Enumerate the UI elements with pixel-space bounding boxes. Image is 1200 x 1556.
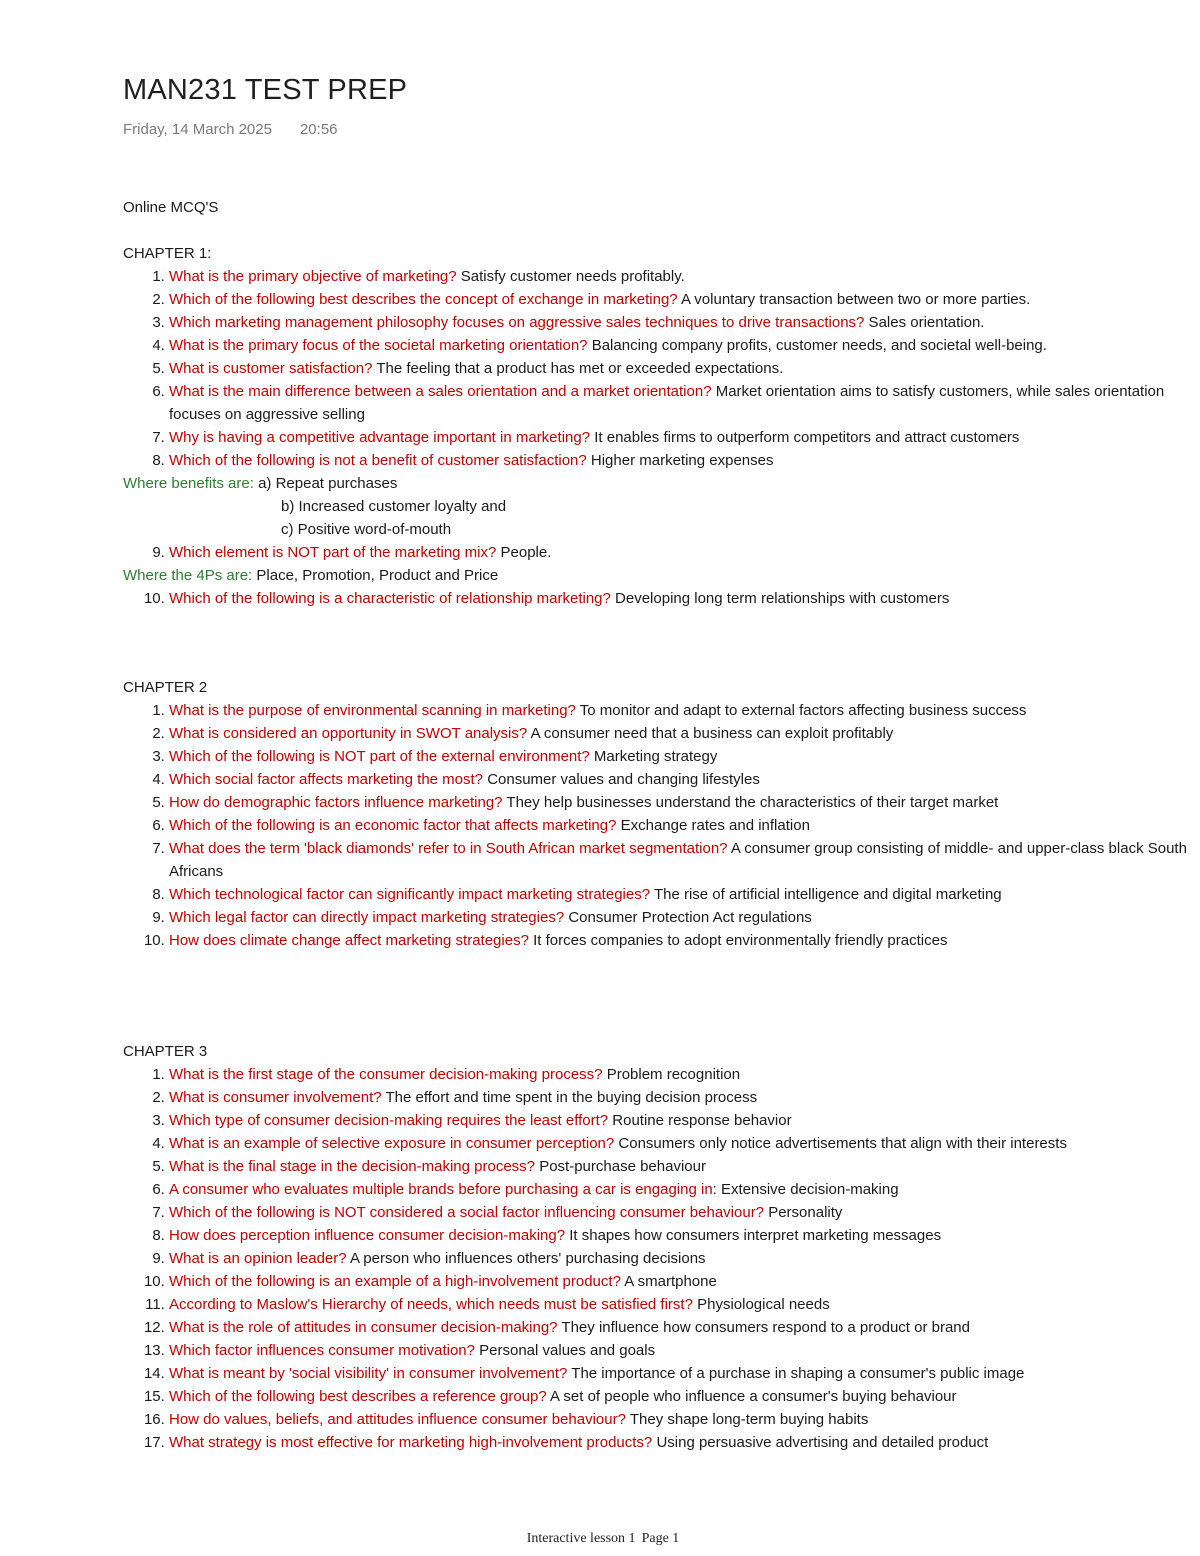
- question-text: Which of the following is not a benefit of customer satisfaction?: [169, 452, 587, 469]
- answer-text: Consumers only notice advertisements that align with their interests: [614, 1135, 1067, 1152]
- answer-text: Routine response behavior: [608, 1112, 792, 1129]
- list-item: [169, 1178, 1193, 1201]
- answer-text: A person who influences others' purchasing decisions: [346, 1250, 706, 1267]
- list-item: [169, 1431, 1193, 1454]
- answer-text: They shape long-term buying habits: [625, 1411, 869, 1428]
- answer-text: They help businesses understand the characteristics of their target market: [502, 794, 999, 811]
- question-text: Which factor influences consumer motivation?: [169, 1342, 475, 1359]
- list-item: [169, 1293, 1193, 1316]
- question-text: Which legal factor can directly impact marketing strategies?: [169, 909, 565, 926]
- list-item: [169, 357, 1193, 380]
- answer-text: A set of people who influence a consumer's buying behaviour: [546, 1388, 957, 1405]
- question-text: What is considered an opportunity in SWOT analysis?: [169, 725, 528, 742]
- answer-text: Exchange rates and inflation: [616, 817, 810, 834]
- answer-text: A consumer need that a business can exploit profitably: [527, 725, 894, 742]
- question-text: How do values, beliefs, and attitudes influence consumer behaviour?: [169, 1411, 626, 1428]
- answer-text: Consumer Protection Act regulations: [564, 909, 812, 926]
- fourps-label: Where the 4Ps are:: [123, 567, 253, 584]
- question-text: How does climate change affect marketing strategies?: [169, 932, 529, 949]
- list-item: [169, 1362, 1193, 1385]
- list-item: [169, 587, 1193, 610]
- list-item: [169, 1109, 1193, 1132]
- question-text: What is an opinion leader?: [169, 1250, 347, 1267]
- answer-text: Balancing company profits, customer needs, and societal well-being.: [587, 337, 1047, 354]
- question-text: Which of the following is NOT considered a social factor influencing consumer behaviour?: [169, 1204, 765, 1221]
- answer-text: People.: [496, 544, 552, 561]
- benefit-item: c) Positive word-of-mouth: [281, 521, 452, 538]
- benefit-item: a) Repeat purchases: [258, 475, 398, 492]
- answer-text: A voluntary transaction between two or more parties.: [677, 291, 1031, 308]
- list-item: [169, 265, 1193, 288]
- answer-text: Physiological needs: [692, 1296, 830, 1313]
- chapter-1-heading: CHAPTER 1:: [123, 245, 212, 262]
- answer-text: Consumer values and changing lifestyles: [483, 771, 760, 788]
- answer-text: The effort and time spent in the buying decision process: [381, 1089, 758, 1106]
- list-item: [169, 1270, 1193, 1293]
- question-text: What is an example of selective exposure in consumer perception?: [169, 1135, 615, 1152]
- answer-text: The importance of a purchase in shaping a consumer's public image: [567, 1365, 1025, 1382]
- question-text: What does the term 'black diamonds' refer to in South African market segmentation?: [169, 840, 728, 857]
- chapter-1-list-cont: [123, 541, 1193, 564]
- question-text: Which marketing management philosophy focuses on aggressive sales techniques to drive transactions?: [169, 314, 865, 331]
- question-text: Which of the following best describes a reference group?: [169, 1388, 547, 1405]
- list-item: [169, 1201, 1193, 1224]
- list-item: [169, 906, 1193, 929]
- list-item: [169, 1408, 1193, 1431]
- question-text: What is the final stage in the decision-making process?: [169, 1158, 536, 1175]
- question-text: Which of the following is an example of a high-involvement product?: [169, 1273, 621, 1290]
- list-item: [169, 311, 1193, 334]
- answer-text: Developing long term relationships with customers: [610, 590, 950, 607]
- list-item: [169, 1086, 1193, 1109]
- date-line: [123, 121, 338, 138]
- page-footer: [0, 1531, 1200, 1547]
- answer-text: They influence how consumers respond to a product or brand: [557, 1319, 970, 1336]
- question-text: What is consumer involvement?: [169, 1089, 382, 1106]
- list-item: [169, 722, 1193, 745]
- answer-text: Satisfy customer needs profitably.: [456, 268, 685, 285]
- answer-text: Personal values and goals: [474, 1342, 656, 1359]
- answer-text: Marketing strategy: [589, 748, 718, 765]
- question-text: A consumer who evaluates multiple brands before purchasing a car is engaging in: [169, 1181, 713, 1198]
- list-item: [169, 541, 1193, 564]
- list-item: [169, 883, 1193, 906]
- chapter-1-list-end: [123, 587, 1193, 610]
- answer-text: A smartphone: [620, 1273, 717, 1290]
- benefits-note: [123, 472, 1193, 495]
- list-item: [169, 791, 1193, 814]
- answer-text: It enables firms to outperform competitors and attract customers: [590, 429, 1020, 446]
- list-item: [169, 768, 1193, 791]
- fourps-text: Place, Promotion, Product and Price: [252, 567, 499, 584]
- note-body: [123, 196, 1193, 1454]
- list-item: [169, 1339, 1193, 1362]
- footer-page: Page 1: [641, 1531, 680, 1546]
- list-item: [169, 334, 1193, 357]
- benefits-label: Where benefits are:: [123, 475, 254, 492]
- answer-text: To monitor and adapt to external factors affecting business success: [575, 702, 1027, 719]
- question-text: Which of the following is NOT part of the external environment?: [169, 748, 590, 765]
- question-text: How does perception influence consumer decision-making?: [169, 1227, 566, 1244]
- intro-text: Online MCQ'S: [123, 199, 219, 216]
- answer-text: Personality: [764, 1204, 843, 1221]
- list-item: [169, 837, 1193, 883]
- list-item: [169, 814, 1193, 837]
- question-text: What is the purpose of environmental scanning in marketing?: [169, 702, 576, 719]
- list-item: [169, 449, 1193, 472]
- list-item: [169, 1316, 1193, 1339]
- benefit-item: b) Increased customer loyalty and: [281, 498, 507, 515]
- question-text: Which social factor affects marketing the most?: [169, 771, 484, 788]
- list-item: [169, 1063, 1193, 1086]
- question-text: What is meant by 'social visibility' in consumer involvement?: [169, 1365, 568, 1382]
- chapter-2-list: [123, 699, 1193, 952]
- question-text: Which technological factor can significantly impact marketing strategies?: [169, 886, 651, 903]
- list-item: [169, 699, 1193, 722]
- list-item: [169, 745, 1193, 768]
- question-text: According to Maslow's Hierarchy of needs, which needs must be satisfied first?: [169, 1296, 693, 1313]
- answer-text: Problem recognition: [602, 1066, 741, 1083]
- answer-text: The feeling that a product has met or exceeded expectations.: [372, 360, 784, 377]
- question-text: Which of the following best describes the concept of exchange in marketing?: [169, 291, 678, 308]
- question-text: What is customer satisfaction?: [169, 360, 373, 377]
- answer-text: It forces companies to adopt environmentally friendly practices: [528, 932, 948, 949]
- answer-text: The rise of artificial intelligence and digital marketing: [650, 886, 1002, 903]
- answer-text: Market orientation aims to satisfy customers, while sales orientation focuses on aggressive selling: [169, 383, 1165, 423]
- list-item: [169, 288, 1193, 311]
- chapter-3-heading: CHAPTER 3: [123, 1043, 208, 1060]
- question-text: Which element is NOT part of the marketing mix?: [169, 544, 497, 561]
- list-item: [169, 1224, 1193, 1247]
- list-item: [169, 1247, 1193, 1270]
- answer-text: A consumer group consisting of middle- and upper-class black South Africans: [169, 840, 1187, 880]
- page-date: Friday, 14 March 2025: [123, 121, 272, 138]
- list-item: [169, 1132, 1193, 1155]
- answer-text: Higher marketing expenses: [586, 452, 774, 469]
- list-item: [169, 380, 1193, 426]
- chapter-3-list: [123, 1063, 1193, 1454]
- question-text: What is the primary objective of marketing?: [169, 268, 457, 285]
- page-title: MAN231 TEST PREP: [123, 74, 408, 106]
- question-text: What is the first stage of the consumer decision-making process?: [169, 1066, 603, 1083]
- answer-text: Sales orientation.: [864, 314, 985, 331]
- question-text: What is the role of attitudes in consumer decision-making?: [169, 1319, 558, 1336]
- chapter-1-list: [123, 265, 1193, 472]
- list-item: [169, 1155, 1193, 1178]
- chapter-2-heading: CHAPTER 2: [123, 679, 208, 696]
- answer-text: : Extensive decision-making: [712, 1181, 899, 1198]
- question-text: Which of the following is an economic factor that affects marketing?: [169, 817, 617, 834]
- question-text: Why is having a competitive advantage important in marketing?: [169, 429, 591, 446]
- question-text: What is the primary focus of the societal marketing orientation?: [169, 337, 588, 354]
- fourps-note: [123, 564, 1193, 587]
- question-text: Which type of consumer decision-making requires the least effort?: [169, 1112, 609, 1129]
- list-item: [169, 929, 1193, 952]
- question-text: Which of the following is a characteristic of relationship marketing?: [169, 590, 611, 607]
- question-text: What strategy is most effective for marketing high-involvement products?: [169, 1434, 653, 1451]
- footer-section: Interactive lesson 1: [526, 1531, 636, 1546]
- list-item: [169, 1385, 1193, 1408]
- page-time: 20:56: [299, 121, 338, 138]
- list-item: [169, 426, 1193, 449]
- answer-text: Post-purchase behaviour: [535, 1158, 706, 1175]
- answer-text: Using persuasive advertising and detailed product: [652, 1434, 989, 1451]
- question-text: What is the main difference between a sales orientation and a market orientation?: [169, 383, 712, 400]
- question-text: How do demographic factors influence marketing?: [169, 794, 503, 811]
- answer-text: It shapes how consumers interpret marketing messages: [565, 1227, 942, 1244]
